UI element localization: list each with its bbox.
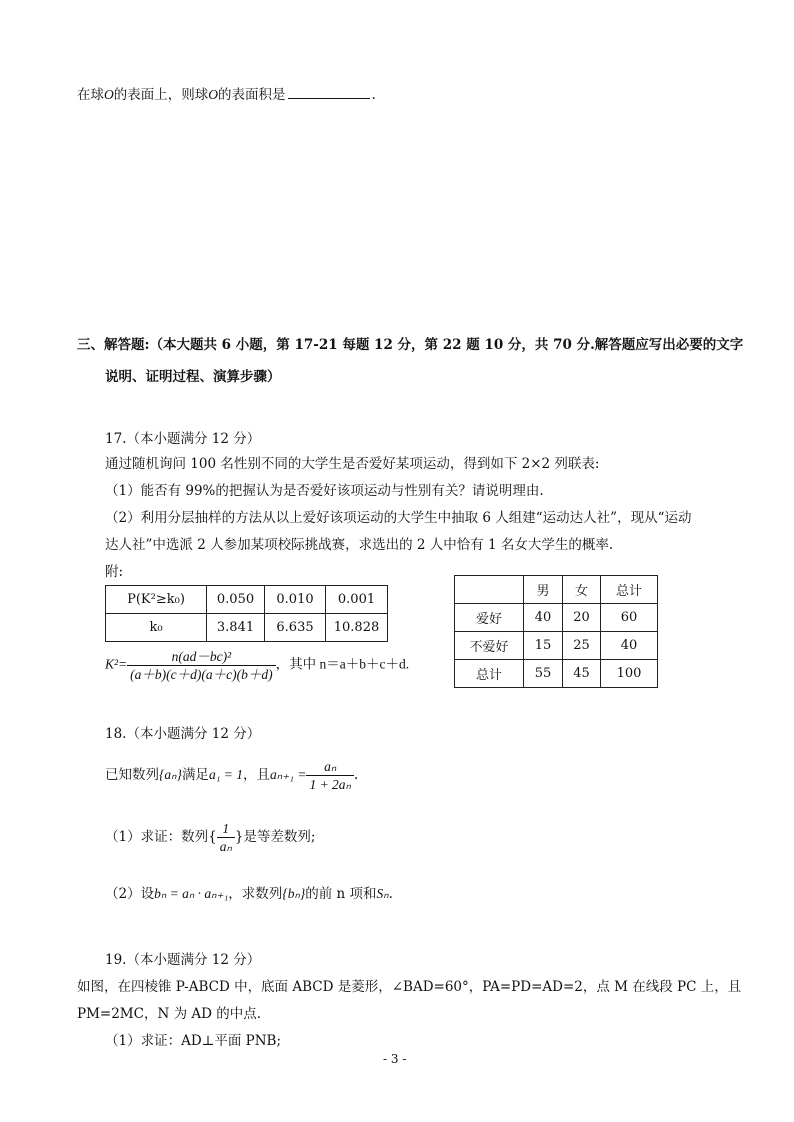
formula-lhs: K²= [105, 656, 128, 672]
ct-cell: 40 [601, 632, 658, 660]
top-end: . [371, 87, 376, 103]
q17-header: 17.（本小题满分 12 分） [105, 431, 261, 447]
q18-part1-den: aₙ [219, 839, 232, 854]
q18-part2-s: Sₙ [376, 886, 389, 901]
formula-fraction [127, 648, 275, 683]
ct-header-blank [455, 576, 524, 604]
top-text-after: 的表面积是 [218, 87, 286, 103]
q18-given-end: . [353, 767, 359, 783]
ct-cell: 100 [601, 660, 658, 688]
ct-row-label: 总计 [455, 660, 524, 688]
top-text-mid: 的表面上，则球 [113, 87, 209, 103]
q17-part1: （1）能否有 99%的把握认为是否爱好该项运动与性别有关？请说明理由. [105, 483, 544, 499]
q18-header: 18.（本小题满分 12 分） [105, 726, 261, 742]
q18-part2 [105, 882, 393, 902]
q18-a1: a₁ = 1 [208, 767, 243, 782]
formula-tail: ，其中 n＝a＋b＋c＋d. [275, 656, 410, 672]
formula-denominator: (a＋b)(c＋d)(a＋c)(b＋d) [130, 667, 273, 682]
q18-frac-num: aₙ [306, 758, 354, 776]
page-number: - 3 - [383, 1052, 407, 1066]
q18-given-prefix: 已知数列 [105, 767, 159, 783]
sphere-o-2: O [208, 87, 218, 102]
section3-heading-line2: 说明、证明过程、演算步骤） [105, 369, 281, 385]
q18-given [105, 758, 358, 793]
ct-header-female: 女 [563, 576, 601, 604]
q18-seq: {aₙ} [159, 767, 182, 782]
q17-part2-line2: 达人社”中选派 2 人参加某项校际挑战赛，求选出的 2 人中恰有 1 名女大学生的概率. [105, 537, 614, 553]
q18-part1-prefix: （1）求证：数列 [105, 829, 209, 845]
ct-cell: 60 [601, 604, 658, 632]
q18-fraction [306, 758, 354, 793]
contingency-table [454, 575, 658, 688]
ct-cell: 45 [563, 660, 601, 688]
sphere-o-1: O [104, 87, 114, 102]
q18-part1: （1）求证：数列{ $\frac{1}{\text{aₙ}}$ }是等差数列; [105, 821, 316, 854]
section3-heading-line1: 三、解答题:（本大题共 6 小题，第 17-21 每题 12 分，第 22 题 10 分，共 70 分.解答题应写出必要的文字 [77, 337, 744, 353]
q18-part2-seq: {bₙ} [282, 886, 306, 901]
ktable-r2-c3: 6.635 [265, 614, 326, 642]
ct-row-label: 爱好 [455, 604, 524, 632]
ct-cell: 20 [563, 604, 601, 632]
answer-blank [288, 86, 370, 99]
q18-lhs: aₙ₊₁ = [270, 767, 307, 782]
q19-part1: （1）求证：AD⊥平面 PNB; [105, 1033, 282, 1049]
q18-part1-num: 1 [217, 820, 235, 838]
q18-part1-fraction [217, 820, 235, 855]
q19-line2: PM=2MC，N 为 AD 的中点. [77, 1006, 262, 1022]
k-squared-formula [105, 648, 409, 683]
q18-part2-prefix: （2）设 [105, 886, 155, 902]
q18-given-mid: 满足 [181, 767, 209, 783]
q18-part2-def: bₙ = aₙ · aₙ₊₁ [154, 886, 229, 901]
q18-part2-end: . [388, 886, 393, 902]
q18-given-comma: ，且 [243, 767, 270, 783]
ktable-r2-c4: 10.828 [326, 614, 388, 642]
ct-row-label: 不爱好 [455, 632, 524, 660]
ktable-r2-c1: k₀ [106, 614, 207, 642]
ktable-r1-c3: 0.010 [265, 586, 326, 614]
top-line [77, 83, 376, 103]
q18-part2-tail: 的前 n 项和 [305, 886, 377, 902]
formula-numerator: n(ad－bc)² [127, 648, 275, 666]
ct-header-male: 男 [524, 576, 563, 604]
critical-value-table [105, 585, 388, 642]
q18-part1-suffix: 是等差数列; [243, 829, 316, 845]
ktable-r1-c1: P(K²≥k₀) [106, 586, 207, 614]
q17-appendix: 附: [105, 564, 124, 580]
ct-cell: 40 [524, 604, 563, 632]
top-text-before: 在球 [77, 87, 104, 103]
q17-part2-line1: （2）利用分层抽样的方法从以上爱好该项运动的大学生中抽取 6 人组建“运动达人社”，现从“运动 [105, 510, 692, 526]
ct-cell: 15 [524, 632, 563, 660]
ct-header-total: 总计 [601, 576, 658, 604]
q18-part2-mid: ，求数列 [228, 886, 283, 902]
ktable-r1-c2: 0.050 [207, 586, 265, 614]
q19-header: 19.（本小题满分 12 分） [105, 952, 261, 968]
q18-frac-den: 1 + 2aₙ [309, 777, 351, 792]
q19-line1: 如图，在四棱锥 P-ABCD 中，底面 ABCD 是菱形，∠BAD=60°，PA=PD=AD=2，点 M 在线段 PC 上，且 [77, 979, 742, 995]
ct-cell: 55 [524, 660, 563, 688]
ct-cell: 25 [563, 632, 601, 660]
ktable-r2-c2: 3.841 [207, 614, 265, 642]
ktable-r1-c4: 0.001 [326, 586, 388, 614]
q17-intro: 通过随机询问 100 名性别不同的大学生是否爱好某项运动，得到如下 2×2 列联表: [105, 456, 600, 472]
